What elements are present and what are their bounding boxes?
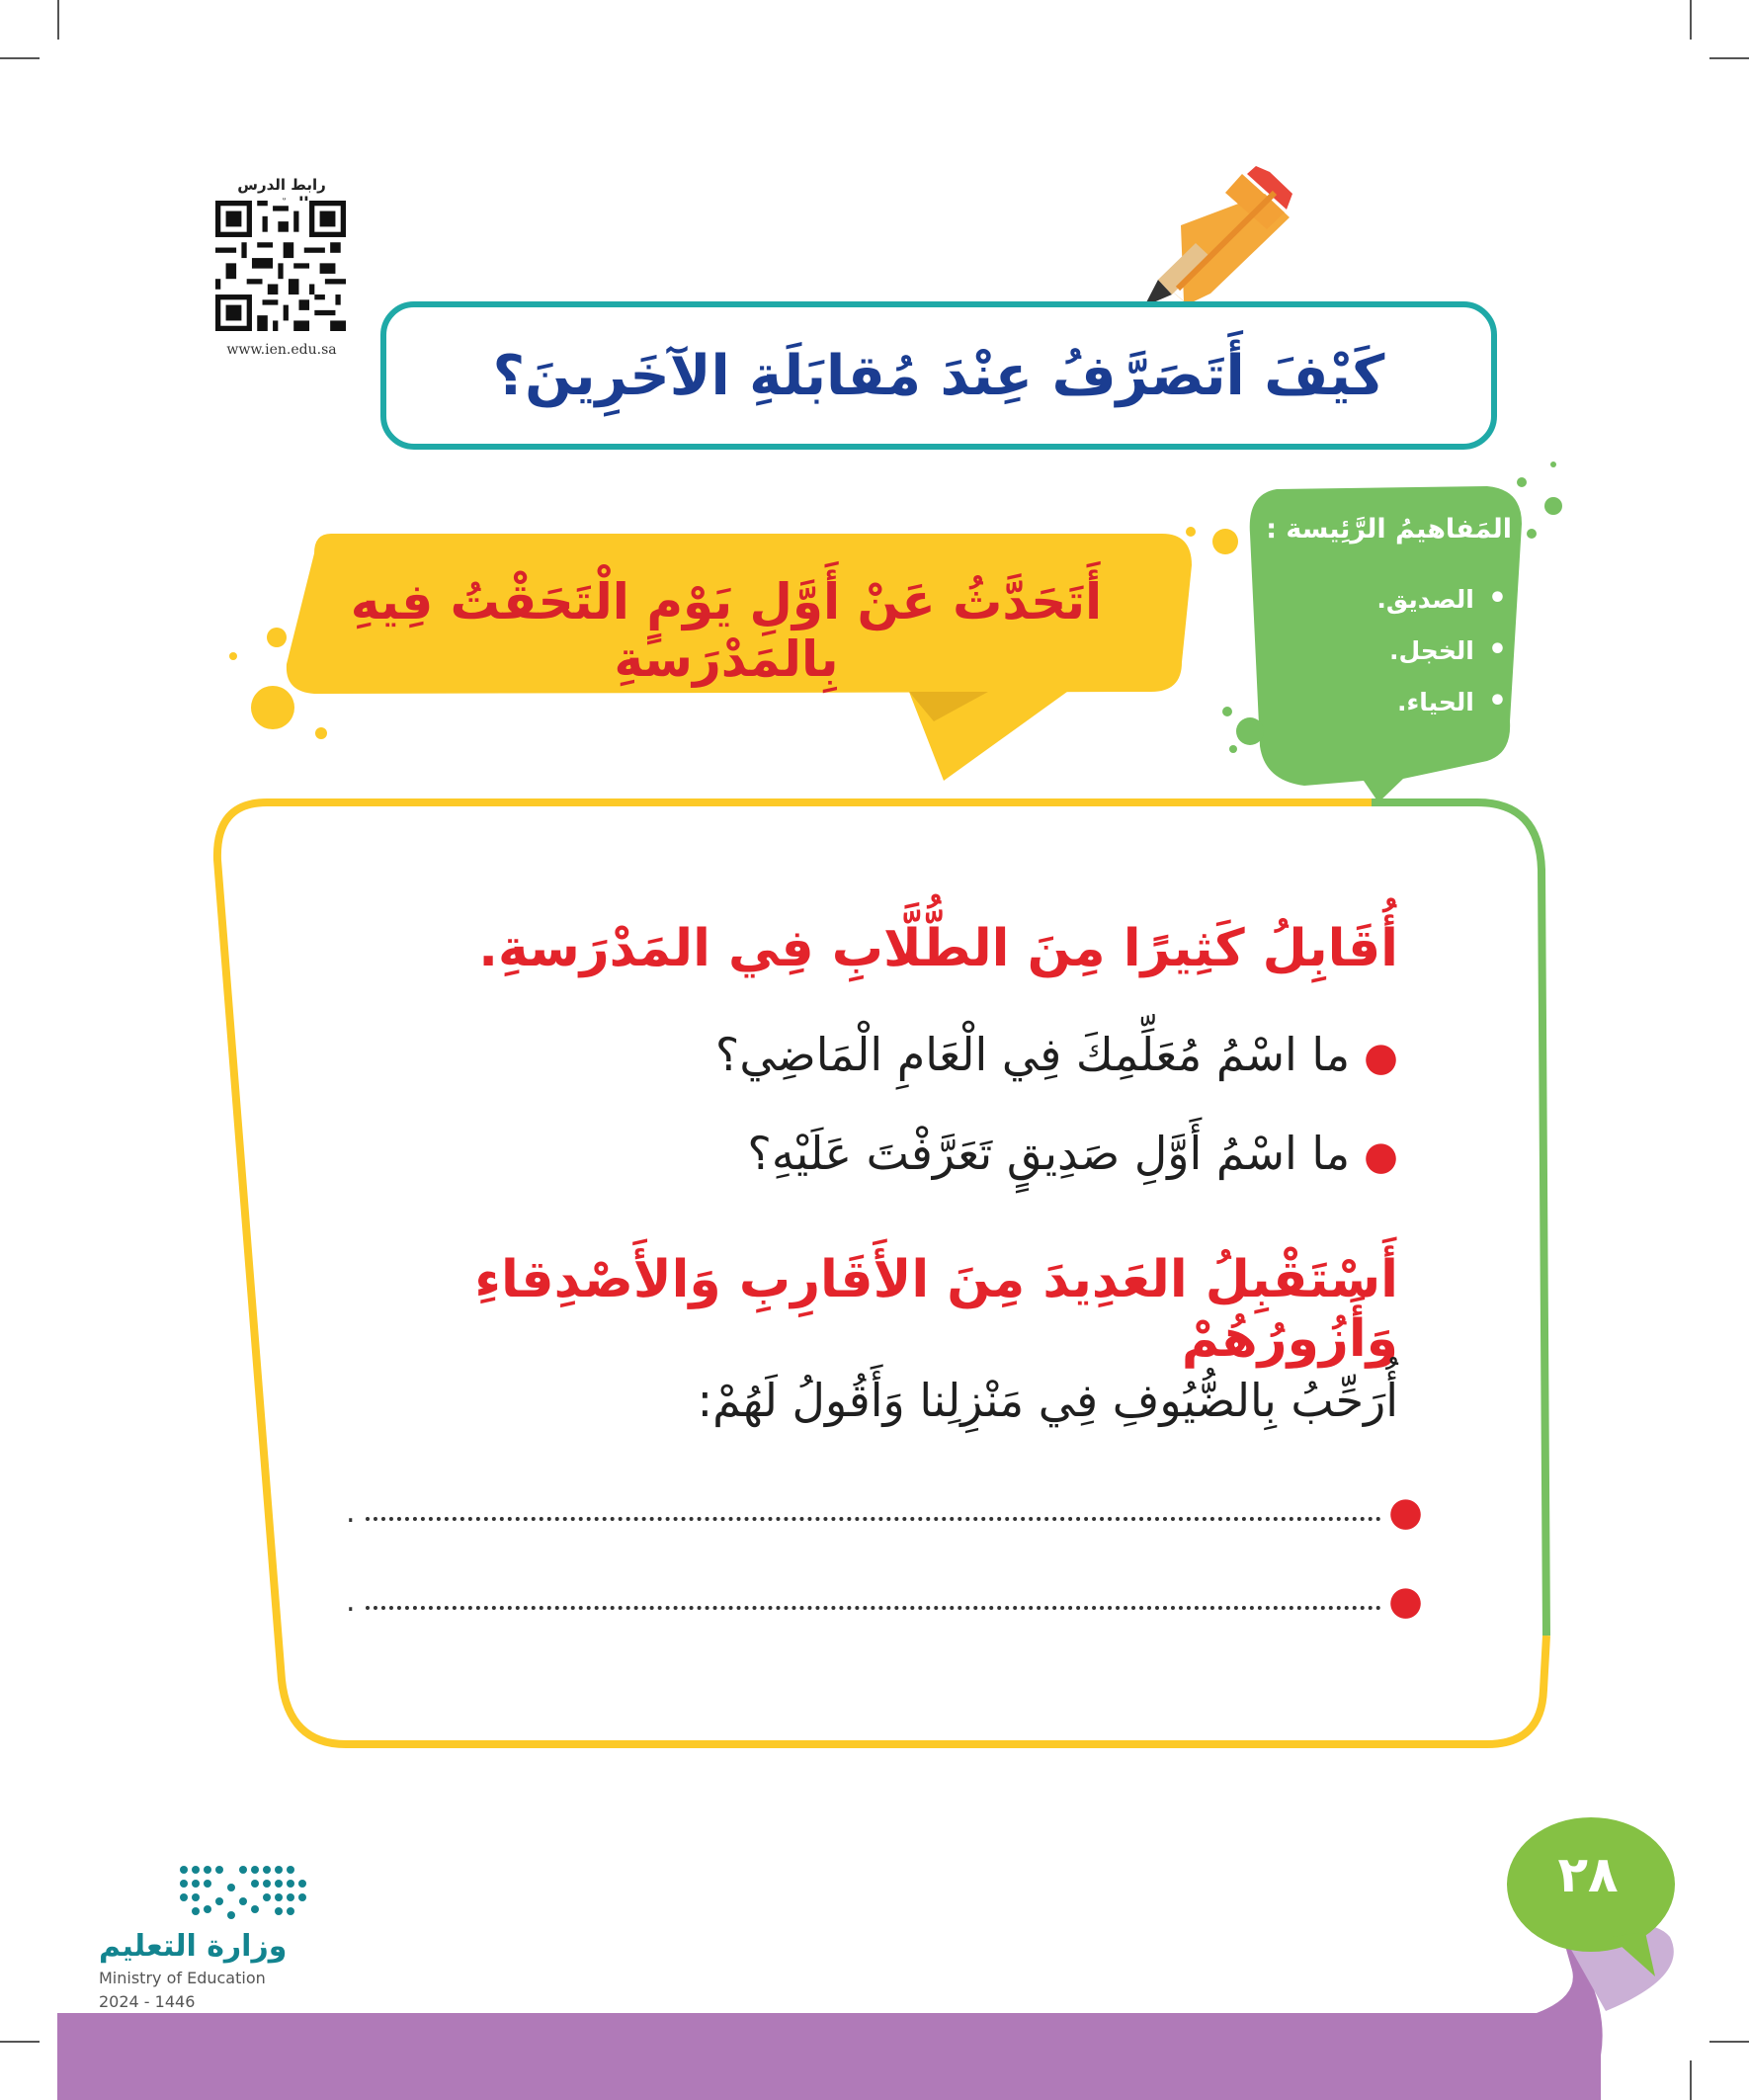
section2-heading: أَسْتَقْبِلُ العَدِيدَ مِنَ الأَقَارِبِ وَالأَصْدِقاءِ وَأَزُورُهُمْ	[474, 1250, 1398, 1369]
dotted-line	[366, 1606, 1381, 1610]
concepts-list	[1235, 573, 1507, 727]
banner-text: أَتَحَدَّثُ عَنْ أَوَّلِ يَوْمٍ الْتَحَقْتُ فِيهِ بِالمَدْرَسةِ	[350, 573, 1103, 688]
concept-item: • الحياء.	[1235, 676, 1507, 727]
qr-code-icon[interactable]	[215, 201, 346, 331]
concept-item: • الصديق.	[1235, 573, 1507, 625]
bullet-icon: ●	[1388, 1578, 1423, 1624]
question-text: ما اسْمُ أَوَّلِ صَدِيقٍ تَعَرَّفْتَ عَلَيْهِ؟	[747, 1127, 1351, 1180]
ministry-name-ar: وزارة التعليم	[99, 1929, 288, 1964]
answer-line[interactable]	[346, 1578, 1423, 1624]
question-item	[395, 1127, 1398, 1180]
question-item	[395, 1028, 1398, 1081]
qr-url[interactable]: www.ien.edu.sa	[226, 342, 337, 358]
bullet-icon: ●	[1388, 1489, 1423, 1535]
section1-heading: أُقَابِلُ كَثِيرًا مِنَ الطُّلَّابِ فِي المَدْرَسةِ.	[478, 919, 1398, 978]
bullet-icon: ●	[1364, 1134, 1398, 1179]
answer-line[interactable]	[346, 1489, 1423, 1535]
line-end-dot: .	[346, 1495, 356, 1530]
line-end-dot: .	[346, 1584, 356, 1619]
concepts-title: المَفاهيمُ الرَّئِيسة :	[1266, 514, 1512, 545]
title-box	[380, 301, 1497, 450]
page-number: ٢٨	[1557, 1846, 1619, 1903]
ministry-year: 2024 - 1446	[99, 1992, 196, 2011]
qr-label: رابط الدرس	[237, 176, 326, 194]
pencil-icon	[1144, 166, 1292, 306]
bottom-band	[57, 1923, 1674, 2100]
concept-item: • الخجل.	[1235, 625, 1507, 676]
question-text: ما اسْمُ مُعَلِّمِكَ فِي الْعَامِ الْمَاضِي؟	[714, 1028, 1351, 1081]
dotted-line	[366, 1517, 1381, 1521]
bullet-icon: ●	[1364, 1035, 1398, 1080]
ministry-logo-icon	[180, 1866, 306, 1919]
section2-text: أُرَحِّبُ بِالضُّيُوفِ فِي مَنْزِلِنا وَأَقُولُ لَهُمْ:	[697, 1374, 1398, 1427]
page-title: كَيْفَ أَتَصَرَّفُ عِنْدَ مُقابَلَةِ الآخَرِينَ؟	[492, 343, 1385, 408]
ministry-name-en: Ministry of Education	[99, 1969, 266, 1987]
